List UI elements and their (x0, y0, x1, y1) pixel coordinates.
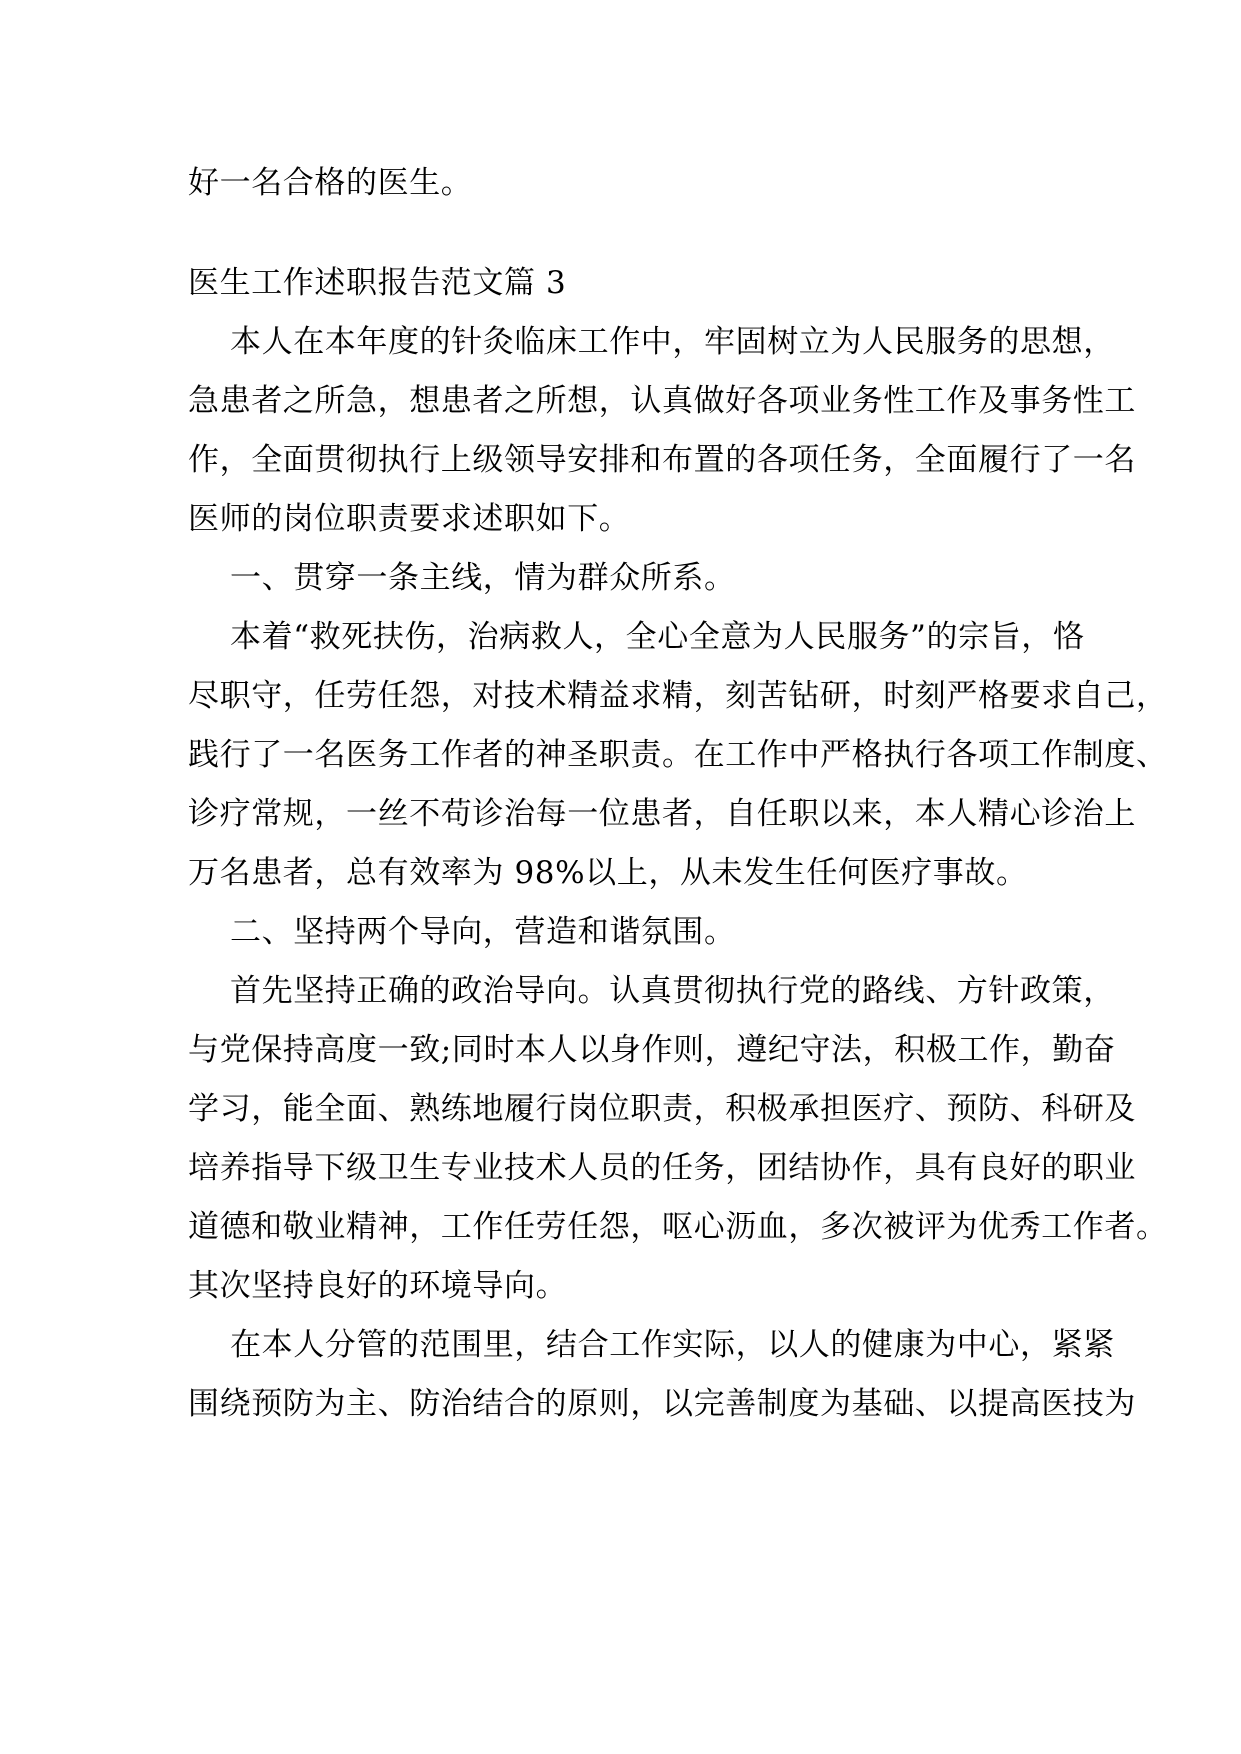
subheading-1: 一、贯穿一条主线，情为群众所系。 (230, 560, 736, 596)
paragraph-3-line-2: 尽职守，任劳任怨，对技术精益求精，刻苦钻研，时刻严格要求自己， (188, 678, 1168, 714)
paragraph-1-line-3: 作，全面贯彻执行上级领导安排和布置的各项任务，全面履行了一名 (188, 442, 1136, 478)
paragraph-5-line-5: 道德和敬业精神，工作任劳任怨，呕心沥血，多次被评为优秀工作者。 (188, 1209, 1168, 1245)
paragraph-5-line-2: 与党保持高度一致;同时本人以身作则，遵纪守法，积极工作，勤奋 (188, 1032, 1116, 1068)
paragraph-3-line-5: 万名患者，总有效率为 98%以上，从未发生任何医疗事故。 (188, 855, 1028, 891)
continuation-line: 好一名合格的医生。 (188, 165, 473, 201)
paragraph-3-line-3: 践行了一名医务工作者的神圣职责。在工作中严格执行各项工作制度、 (188, 737, 1168, 773)
subheading-2: 二、坚持两个导向，营造和谐氛围。 (230, 914, 736, 950)
paragraph-3-line-1: 本着“救死扶伤，治病救人，全心全意为人民服务”的宗旨，恪 (230, 619, 1085, 655)
paragraph-6-line-1: 在本人分管的范围里，结合工作实际，以人的健康为中心，紧紧 (230, 1327, 1115, 1363)
paragraph-1-line-2: 急患者之所急，想患者之所想，认真做好各项业务性工作及事务性工 (188, 383, 1136, 419)
paragraph-5-line-4: 培养指导下级卫生专业技术人员的任务，团结协作，具有良好的职业 (188, 1150, 1136, 1186)
paragraph-5-line-6: 其次坚持良好的环境导向。 (188, 1268, 568, 1304)
paragraph-5-line-1: 首先坚持正确的政治导向。认真贯彻执行党的路线、方针政策， (230, 973, 1115, 1009)
paragraph-1-line-4: 医师的岗位职责要求述职如下。 (188, 501, 631, 537)
paragraph-5-line-3: 学习，能全面、熟练地履行岗位职责，积极承担医疗、预防、科研及 (188, 1091, 1136, 1127)
section-heading: 医生工作述职报告范文篇 3 (188, 265, 567, 301)
paragraph-6-line-2: 围绕预防为主、防治结合的原则，以完善制度为基础、以提高医技为 (188, 1386, 1136, 1422)
paragraph-1-line-1: 本人在本年度的针灸临床工作中，牢固树立为人民服务的思想， (230, 324, 1115, 360)
paragraph-3-line-4: 诊疗常规，一丝不苟诊治每一位患者，自任职以来，本人精心诊治上 (188, 796, 1136, 832)
